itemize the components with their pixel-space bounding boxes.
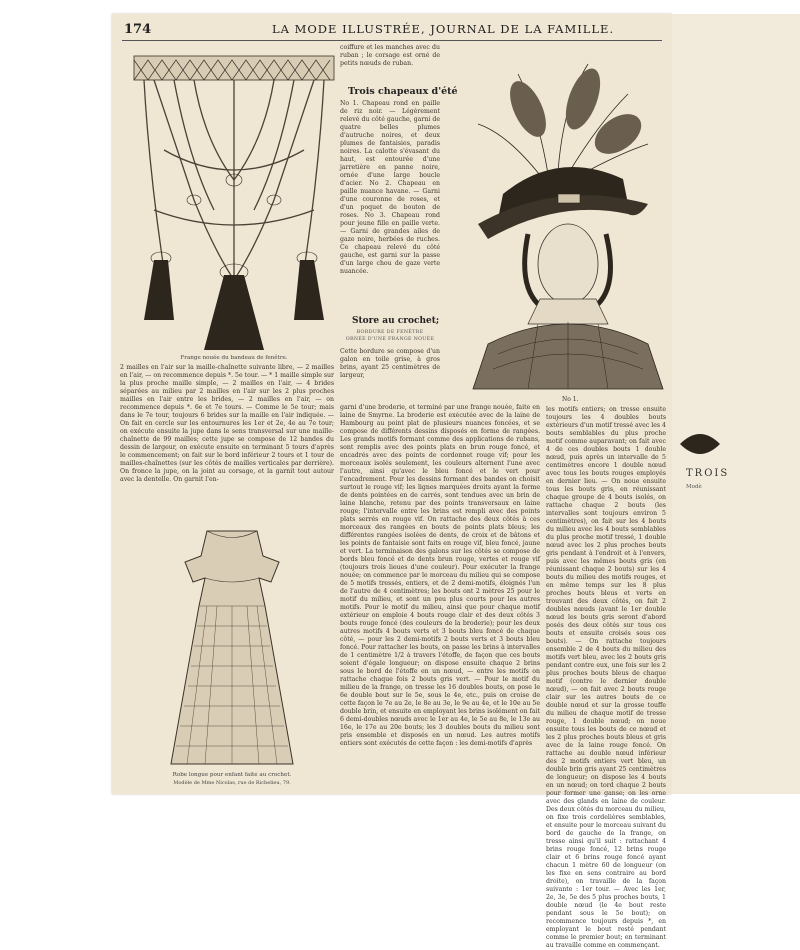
column3-text: les motifs entiers; on tresse ensuite toujours les 4 doubles bouts extérieurs d'un motif tressé avec les 4 bouts semblables du plus proche motif comme auparavant; on fait avec 4 de ces doubles bouts 1 double nœud, puis après un intervalle de 5 centimètres encore 1 double nœud avec tous les bouts rouges employés en dernier lieu. — On noue ensuite tous les bouts gris, en réunissant chaque groupe de 4 bouts isolés, on rattache chaque 2 bouts (les intervalles sont toujours environ 5 centimètres), on fait sur les 4 bouts du milieu avec les 4 bouts semblables du plus proche motif tressé, 1 double nœud avec les 2 plus proches bouts gris pendant à l'endroit et à l'envers, puis avec les mêmes bouts gris (en réunissant chaque 2 bouts) sur les 4 bouts du milieu des motifs rouges, et en même temps sur les 8 plus proches bouts bleus et verts en trouvant des deux côtés, on fait 2 doubles nœuds (avant le 1er double nœud les bouts gris seront d'abord posés des deux côtés sur tous ces bouts et ensuite croisés sous ces bouts). — On rattache toujours ensemble 2 de 4 bouts du milieu des motifs vert bleu, avec les 2 bouts gris pendant contre eux, une fois sur les 2 plus proches bouts bleus de chaque motif (contre le dernier double nœud), — on fait avec 2 bouts rouge clair sur les autres bouts de ce double nœud et sur la grosse touffe du milieu de chaque motif de tresse rouge, 1 double nœud; on noue ensuite tous les bouts de ce nœud et les 2 plus proches bouts bleus et gris avec de la laine rouge foncé. On rattache au double nœud inférieur des 2 motifs entiers vert bleu, un double brin gris ayant 25 centimètres de longueur; on dispose les 4 bouts en un nœud; on tord chaque 2 bouts pour former une ganse; on les orne avec des glands en laine de couleur. Des deux côtés du morceau du milieu, on fixe trois cordelières semblables, et ensuite pour le morceau suivant du bord de gauche de la frange, on tresse ainsi qu'il suit : rattachant 4 brins rouge foncé, 12 brins rouge clair et 6 brins rouge foncé ayant chacun 1 mètre 60 de longueur (on les fixe en sens contraire au bord droite), on travaille de la façon suivante : 1er tour. — Avec les 1er, 2e, 3e, 5e des 5 plus proches bouts, 1 double nœud (le 4e bout reste pendant sous le 5e bout); on recommence toujours depuis *, en employant le bout resté pendant comme le premier bout; en terminant au travaille comme en commençant. xyxy=(546,406,666,949)
page-number: 174 xyxy=(124,22,152,37)
store-intro-text: Cette bordure se compose d'un galon en toile grise, à gros brins, ayant 25 centimètres de largeur, xyxy=(340,348,440,379)
crochet-dress-illustration xyxy=(167,526,297,771)
dress-caption-line1: Robe longue pour enfant faite au crochet. xyxy=(172,772,292,778)
page-header-title: LA MODE ILLUSTRÉE, JOURNAL DE LA FAMILLE. xyxy=(272,22,615,36)
store-subtitle-2: ORNÉE D'UNE FRANGE NOUÉE xyxy=(345,337,435,342)
column2-top-text: coiffure et les manches avec du ruban ; le corsage est orné de petits nœuds de ruban. xyxy=(340,44,440,67)
store-section-title: Store au crochet; xyxy=(352,316,440,326)
hats-section-text: No 1. Chapeau rond en paille de riz noir. — Légèrement relevé du côté gauche, garni de quatre belles plumes d'autruche noires, et deux plumes de fantaisies, paradis noires. La calotte s'évasant du haut, est entourée d'une jarretière en panne noire, ornée d'une large boucle d'acier. No 2. Chapeau en paille nuance havane. — Garni d'une couronne de roses, et d'un poquet de bouton de roses. No 3. Chapeau rond pour jeune fille en paille verte. — Garni de grandes ailes de gaze noire, herbées de ruches. Ce chapeau relevé du côté gauche, est garni sur la passe d'un large chou de gaze verte nuancée. xyxy=(340,100,440,275)
header-rule xyxy=(122,40,662,41)
fringe-caption: Frange nouée du bandeau de fenêtre. xyxy=(180,355,288,361)
magazine-page xyxy=(112,14,672,949)
adjacent-page xyxy=(672,14,800,794)
hat-illustration xyxy=(448,54,668,394)
dress-caption-line2: Modèle de Mme Nicolas, rue de Richelieu, 79. xyxy=(173,780,291,786)
hats-section-title: Trois chapeaux d'été xyxy=(348,86,458,97)
fringe-illustration xyxy=(134,50,334,355)
column2-text: garni d'une broderie, et terminé par une frange nouée, faite en laine de Smyrne. La broderie est exécutée avec de la laine de Hambourg au point plat de plusieurs nuances foncées, et se compose de différents dessins disposés en forme de rangées. Les grands motifs formant comme des applications de rubans, sont remplis avec des points plats en brun rouge foncé, et encadrés avec des points de cordonnet rouge vif; pour les morceaux isolés seulement, les couleurs alternent l'une avec l'autre, ainsi qu'avec le bleu foncé et le vert pour l'encadrement. Pour les dessins formant des bandes on choisit surtout le rouge vif; les lignes marquées droits ayant la forme de dents pointées en de carrés, sont tendues avec un brin de laine blanche, retenu par des points transversaux en laine rouge; l'intervalle entre les brins est rempli avec des points plats serrés en rouge vif. On rattache des deux côtés à ces morceaux des rangées en bouts de points plats bleus; les différentes rangées isolées de dents, de croix et de bâtons et les points de fantaisie sont faits en rouge vif, bleu foncé, jaune et vert. La terminaison des galons sur les côtés se compose de bords bleu foncé et de dents brun rouge, vertes et rouge vif (toujours trois lieues d'une couleur). Pour exécuter la frange nouée; on commence par le morceau du milieu qui se compose de 5 motifs tressés, entiers, et de 2 demi-motifs, éloignés l'un de l'autre de 4 centimètres; les bouts ont 2 mètres 25 pour le motif du milieu, et sont un peu plus courts pour les autres motifs. Pour le motif du milieu, ainsi que pour chaque motif extérieur on emploie 4 bouts rouge clair et des deux côtés 3 bouts rouge foncé (des couleurs de la broderie); pour les deux autres motifs 4 bouts verts et 3 bouts bleu foncé de chaque côté, — pour les 2 demi-motifs 2 bouts verts et 3 bouts bleu foncé. Pour rattacher les bouts, on passe les brins à intervalles de 1 centimètre 1/2 à travers l'étoffe, de façon que ces bouts soient d'égale longueur; on dispose ensuite chaque 2 brins sous le bord de l'étoffe en un nœud, — entre les motifs on rattache chaque fois 2 bouts gris vert. — Pour le motif du milieu de la frange, on tresse les 16 doubles bouts, on pose le 6e double bout sur le 5e, sous le 4e, etc., puis on croise de cette façon le 7e au 2e, le 8e au 3e, le 9e au 4e, et le 10e au 5e double brin, et ensuite en employant les brins isolément on fait 6 demi-doubles nœuds avec le 1er au 4e, le 5e au 8e, le 13e au 16e, le 17e au 20e bouts; les 3 doubles bouts du milieu sont pris ensemble et disposés en un nœud. Les autres motifs entiers sont exécutés de cette façon : les demi-motifs d'après xyxy=(340,404,540,747)
adjacent-page-caption: Modè xyxy=(686,484,702,490)
store-subtitle-1: BORDURE DE FENÊTRE xyxy=(356,330,424,335)
adjacent-page-title: TROIS xyxy=(686,468,730,479)
column1-text: 2 mailles en l'air sur la maille-chaînette suivante libre, — 2 mailles en l'air, — on recommence depuis *. 5e tour. — * 1 maille simple sur la plus proche maille simple, — 2 mailles en l'air, — 4 brides séparées au milieu par 2 mailles en l'air sur les 2 plus proches mailles en l'air entre les brides, — 2 mailles en l'air, — on recommence depuis *. 6e et 7e tours. — Comme le 5e tour; mais dans le 7e tour, toujours 6 brides sur la maille en l'air indiquée. — On fait en cercle sur les entournures les 1er et 2e, 4e au 7e tour; on exécute ensuite la jupe dans le sens transversal sur une maille-chaînette de 99 mailles; cette jupe se compose de 12 bandes du dessin de largeur, on exécute ensuite en terminant 5 tours d'après le commencement; on fait sur le bord inférieur 2 tours et 1 tour de mailles-chaînettes (sur les côtés de mailles verticales par derrière). On fronce la jupe, on la joint au corsage, et la garnit tout autour avec la dentelle. On garnit l'en- xyxy=(120,364,334,483)
adjacent-illustration-fragment xyxy=(680,424,720,464)
hat-number-label: No 1. xyxy=(562,396,579,403)
